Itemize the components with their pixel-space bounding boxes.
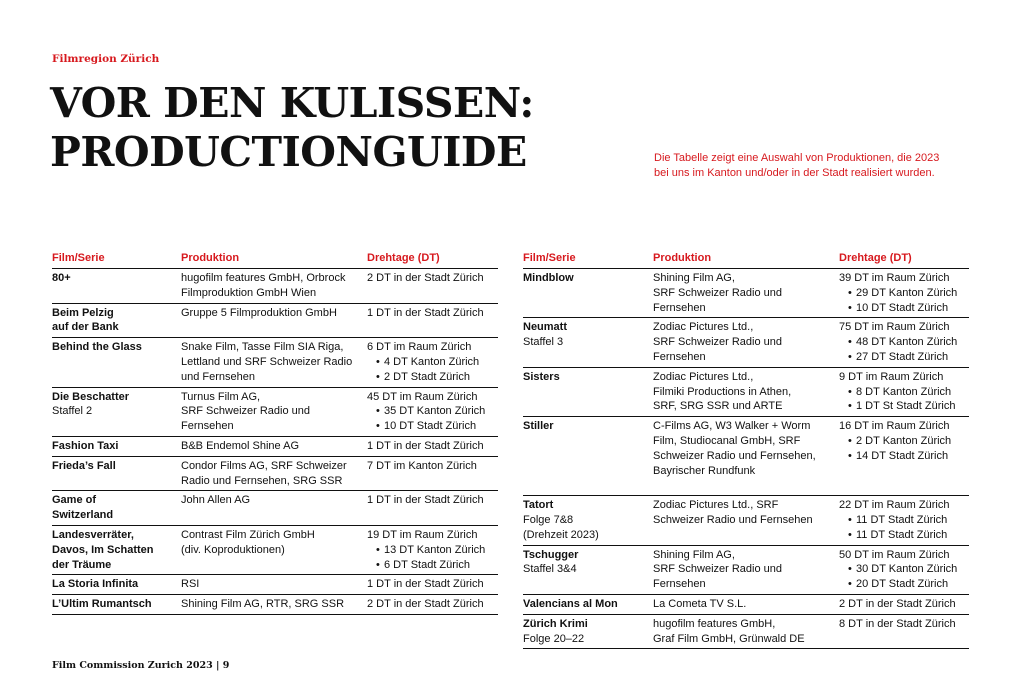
production-company-line: hugofilm features GmbH, (653, 617, 776, 630)
production-company-cell (653, 269, 839, 318)
film-title-cell (52, 456, 181, 491)
film-title-cell (523, 367, 653, 416)
film-title-line: Staffel 2 (52, 405, 93, 418)
table-row (52, 338, 498, 387)
shooting-days-cell (367, 456, 498, 491)
shooting-days-line: 1 DT in der Stadt Zürich (367, 494, 484, 507)
production-company-line: Lettland und SRF Schweizer Radio (181, 355, 353, 368)
shooting-days-cell (839, 594, 969, 614)
film-title-line: Fashion Taxi (52, 439, 119, 452)
production-company-line: RSI (181, 578, 200, 591)
film-title-line: Folge 20–22 (523, 632, 585, 645)
production-company-line: (div. Koproduktionen) (181, 543, 285, 556)
shooting-days-line: • 6 DT Stadt Zürich (367, 558, 498, 573)
production-company-cell (181, 387, 367, 436)
column-header-film: Film/Serie (523, 251, 653, 269)
production-company-line: B&B Endemol Shine AG (181, 439, 300, 452)
column-header-shooting-days: Drehtage (DT) (839, 251, 969, 269)
production-company-line: Fernsehen (653, 301, 706, 314)
production-company-cell (181, 456, 367, 491)
shooting-days-line: 50 DT im Raum Zürich (839, 548, 950, 561)
production-company-cell (181, 491, 367, 526)
production-company-line: hugofilm features GmbH, Orbrock (181, 272, 346, 284)
shooting-days-line: • 30 DT Kanton Zürich (839, 562, 969, 577)
film-title-line: La Storia Infinita (52, 578, 139, 591)
production-company-cell (653, 545, 839, 594)
shooting-days-line: • 48 DT Kanton Zürich (839, 335, 969, 350)
production-company-line: C-Films AG, W3 Walker + Worm (653, 420, 811, 433)
table-row (523, 269, 969, 318)
production-company-line: Zodiac Pictures Ltd., (653, 370, 754, 383)
shooting-days-cell (367, 303, 498, 338)
production-company-line: Schweizer Radio und Fernsehen, (653, 449, 816, 462)
production-company-line: SRF, SRG SSR und ARTE (653, 400, 783, 413)
production-company-line: Zodiac Pictures Ltd., SRF (653, 499, 779, 512)
production-company-line: SRF Schweizer Radio und (653, 336, 783, 349)
shooting-days-line: • 10 DT Stadt Zürich (839, 301, 969, 316)
production-company-line: Schweizer Radio und Fernsehen (653, 513, 813, 526)
shooting-days-line: • 27 DT Stadt Zürich (839, 350, 969, 365)
shooting-days-cell (839, 614, 969, 649)
shooting-days-line: 1 DT in der Stadt Zürich (367, 306, 484, 319)
production-company-cell (653, 614, 839, 649)
film-title-line: Mindblow (523, 272, 574, 284)
table-row (52, 269, 498, 304)
film-title-line: (Drehzeit 2023) (523, 528, 599, 541)
production-company-line: Gruppe 5 Filmproduktion GmbH (181, 306, 337, 319)
film-title-cell (523, 417, 653, 496)
film-title-line: Behind the Glass (52, 341, 142, 354)
table-row (523, 594, 969, 614)
production-company-line: und Fernsehen (181, 370, 255, 383)
shooting-days-line: 2 DT in der Stadt Zürich (367, 598, 484, 611)
table-row (52, 491, 498, 526)
film-title-line: Stiller (523, 420, 554, 433)
table-header-row (523, 251, 969, 269)
film-title-cell (52, 387, 181, 436)
shooting-days-line: • 11 DT Stadt Zürich (839, 513, 969, 528)
film-title-line: Valencians al Mon (523, 597, 618, 610)
production-table-right (523, 251, 969, 649)
page-title (50, 79, 534, 177)
film-title-line: Zürich Krimi (523, 617, 588, 630)
shooting-days-line: 75 DT im Raum Zürich (839, 321, 950, 334)
shooting-days-cell (839, 269, 969, 318)
production-company-line: Shining Film AG, RTR, SRG SSR (181, 598, 345, 611)
shooting-days-line: 2 DT in der Stadt Zürich (839, 597, 956, 610)
table-row (52, 575, 498, 595)
film-title-cell (52, 491, 181, 526)
production-company-line: Shining Film AG, (653, 272, 735, 284)
shooting-days-line: • 29 DT Kanton Zürich (839, 286, 969, 301)
production-company-line: Condor Films AG, SRF Schweizer (181, 459, 347, 472)
film-title-line: Beim Pelzig (52, 306, 114, 319)
shooting-days-line: 45 DT im Raum Zürich (367, 390, 478, 403)
table-row (52, 595, 498, 615)
table-row (523, 545, 969, 594)
film-title-cell (523, 318, 653, 367)
film-title-line: auf der Bank (52, 321, 119, 334)
shooting-days-line: • 11 DT Stadt Zürich (839, 528, 969, 543)
production-company-line: Filmiki Productions in Athen, (653, 385, 792, 398)
production-company-line: Zodiac Pictures Ltd., (653, 321, 754, 334)
film-title-line: Folge 7&8 (523, 513, 574, 526)
production-company-line: Snake Film, Tasse Film SIA Riga, (181, 341, 344, 354)
production-company-cell (653, 496, 839, 545)
shooting-days-line: • 8 DT Kanton Zürich (839, 385, 969, 400)
shooting-days-line: • 20 DT Stadt Zürich (839, 577, 969, 592)
production-company-cell (181, 338, 367, 387)
column-header-shooting-days: Drehtage (DT) (367, 251, 498, 269)
shooting-days-line: • 10 DT Stadt Zürich (367, 419, 498, 434)
production-company-cell (181, 595, 367, 615)
film-title-line: Switzerland (52, 509, 114, 522)
production-company-line: Fernsehen (653, 578, 706, 591)
shooting-days-line: 1 DT in der Stadt Zürich (367, 439, 484, 452)
film-title-line: 80+ (52, 272, 71, 284)
shooting-days-cell (839, 545, 969, 594)
film-title-line: Staffel 3 (523, 336, 564, 349)
film-title-cell (52, 595, 181, 615)
production-company-line: Graf Film GmbH, Grünwald DE (653, 632, 805, 645)
production-company-cell (653, 417, 839, 496)
film-title-line: Landesverräter, (52, 528, 134, 541)
film-title-line: Tatort (523, 499, 554, 512)
shooting-days-line: 1 DT in der Stadt Zürich (367, 578, 484, 591)
production-company-line (653, 478, 839, 493)
film-title-line: Neumatt (523, 321, 568, 334)
film-title-line: Frieda’s Fall (52, 459, 116, 472)
film-title-line: Die Beschatter (52, 390, 130, 403)
production-company-line: Turnus Film AG, (181, 390, 261, 403)
production-company-line: John Allen AG (181, 494, 251, 507)
production-company-cell (181, 269, 367, 304)
production-company-line: Shining Film AG, (653, 548, 735, 561)
intro-line: bei uns im Kanton und/oder in der Stadt realisiert wurden. (654, 167, 935, 179)
page-footer: Film Commission Zurich 2023 | 9 (52, 660, 230, 671)
table-header-row (52, 251, 498, 269)
production-company-cell (653, 318, 839, 367)
shooting-days-line: • 13 DT Kanton Zürich (367, 543, 498, 558)
production-table-left (52, 251, 498, 615)
film-title-line: Davos, Im Schatten (52, 543, 154, 556)
shooting-days-line: • 14 DT Stadt Zürich (839, 449, 969, 464)
film-title-cell (52, 338, 181, 387)
table-row (52, 303, 498, 338)
table-row (52, 525, 498, 574)
title-line: PRODUCTIONGUIDE (50, 128, 527, 176)
shooting-days-cell (367, 525, 498, 574)
film-title-cell (523, 614, 653, 649)
production-company-line: SRF Schweizer Radio und (653, 286, 783, 299)
production-company-line: Bayrischer Rundfunk (653, 464, 756, 477)
shooting-days-cell (839, 496, 969, 545)
table-row (523, 496, 969, 545)
film-title-line: Game of (52, 494, 97, 507)
column-header-production: Produktion (653, 251, 839, 269)
shooting-days-line: 16 DT im Raum Zürich (839, 420, 950, 433)
production-company-cell (181, 525, 367, 574)
production-company-cell (653, 367, 839, 416)
shooting-days-cell (367, 575, 498, 595)
production-company-cell (653, 594, 839, 614)
shooting-days-line: 2 DT in der Stadt Zürich (367, 272, 484, 284)
film-title-cell (52, 575, 181, 595)
production-company-cell (181, 575, 367, 595)
film-title-line: Sisters (523, 370, 560, 383)
production-company-cell (181, 303, 367, 338)
film-title-cell (523, 496, 653, 545)
shooting-days-cell (367, 436, 498, 456)
column-header-production: Produktion (181, 251, 367, 269)
film-title-cell (52, 436, 181, 456)
shooting-days-cell (839, 318, 969, 367)
table-row (52, 387, 498, 436)
film-title-cell (523, 545, 653, 594)
production-company-line: Fernsehen (653, 350, 706, 363)
film-title-line: L’Ultim Rumantsch (52, 598, 152, 611)
film-title-cell (52, 525, 181, 574)
shooting-days-line: 6 DT im Raum Zürich (367, 341, 472, 354)
title-line: VOR DEN KULISSEN: (50, 79, 534, 127)
shooting-days-cell (839, 417, 969, 496)
shooting-days-line: 8 DT in der Stadt Zürich (839, 617, 956, 630)
shooting-days-line: 7 DT im Kanton Zürich (367, 459, 477, 472)
production-company-line: La Cometa TV S.L. (653, 597, 747, 610)
shooting-days-line: 19 DT im Raum Zürich (367, 528, 478, 541)
shooting-days-cell (367, 595, 498, 615)
film-title-line: der Träume (52, 558, 112, 571)
intro-line: Die Tabelle zeigt eine Auswahl von Produktionen, die 2023 (654, 152, 940, 164)
film-title-cell (523, 594, 653, 614)
production-company-line: Filmproduktion GmbH Wien (181, 286, 317, 299)
shooting-days-line: • 4 DT Kanton Zürich (367, 355, 498, 370)
film-title-cell (52, 269, 181, 304)
production-company-line: Radio und Fernsehen, SRG SSR (181, 474, 343, 487)
film-title-line: Staffel 3&4 (523, 563, 577, 576)
table-row (52, 436, 498, 456)
production-company-line: SRF Schweizer Radio und (653, 563, 783, 576)
shooting-days-cell (367, 491, 498, 526)
film-title-line: Tschugger (523, 548, 579, 561)
shooting-days-line: • 35 DT Kanton Zürich (367, 404, 498, 419)
production-company-line: Fernsehen (181, 420, 234, 433)
intro-text (654, 151, 974, 181)
shooting-days-line: 9 DT im Raum Zürich (839, 370, 944, 383)
shooting-days-cell (367, 387, 498, 436)
shooting-days-cell (367, 269, 498, 304)
production-company-line: Contrast Film Zürich GmbH (181, 528, 315, 541)
table-row (523, 417, 969, 496)
column-header-film: Film/Serie (52, 251, 181, 269)
film-title-cell (523, 269, 653, 318)
shooting-days-cell (839, 367, 969, 416)
section-kicker: Filmregion Zürich (52, 53, 160, 65)
table-row (52, 456, 498, 491)
shooting-days-line: 22 DT im Raum Zürich (839, 499, 950, 512)
table-row (523, 614, 969, 649)
production-company-line: SRF Schweizer Radio und (181, 405, 311, 418)
shooting-days-line: • 2 DT Stadt Zürich (367, 370, 498, 385)
table-row (523, 318, 969, 367)
shooting-days-line: 39 DT im Raum Zürich (839, 272, 950, 284)
shooting-days-line: • 1 DT St Stadt Zürich (839, 399, 969, 414)
production-company-cell (181, 436, 367, 456)
film-title-cell (52, 303, 181, 338)
table-row (523, 367, 969, 416)
shooting-days-line: • 2 DT Kanton Zürich (839, 434, 969, 449)
production-company-line: Film, Studiocanal GmbH, SRF (653, 434, 801, 447)
shooting-days-cell (367, 338, 498, 387)
